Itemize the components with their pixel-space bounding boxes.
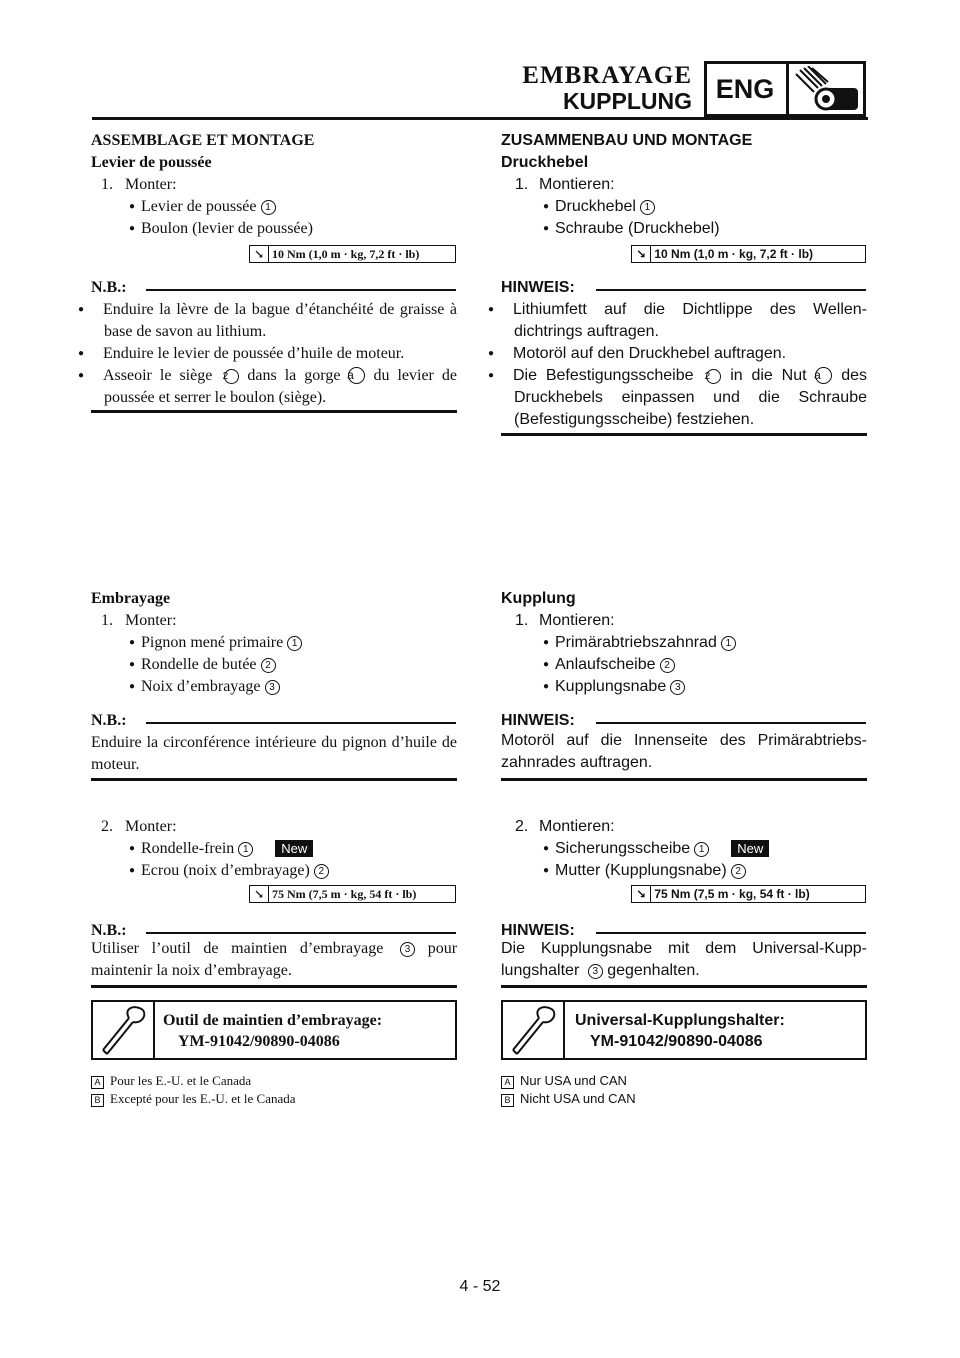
note-text-part: Die Kupplungsnabe mit dem Universal-Kupp-lungshalter <box>501 940 867 979</box>
footnote-text: Nur USA und CAN <box>520 1073 627 1088</box>
step-verb: Montieren: <box>539 818 615 835</box>
bullet-icon: ● <box>129 843 136 854</box>
list-item: Rondelle-frein <box>141 840 235 857</box>
torque-value: 75 Nm (7,5 m · kg, 54 ft · lb) <box>654 887 810 901</box>
note-rule <box>146 932 456 934</box>
list-item: Rondelle de butée <box>141 656 257 673</box>
ref-mark: 2 <box>731 864 746 879</box>
ref-mark: 2 <box>224 369 239 384</box>
list-item: Levier de poussée <box>141 198 257 215</box>
torque-value: 75 Nm (7,5 m · kg, 54 ft · lb) <box>272 887 417 901</box>
footnote-text: Excepté pour les E.-U. et le Canada <box>110 1091 296 1106</box>
column-de <box>501 130 867 240</box>
note-item: Enduire le levier de poussée d’huile de moteur. <box>103 345 405 362</box>
note-body <box>488 299 868 431</box>
bullet-icon: ● <box>543 637 550 648</box>
subheading-clutch: Kupplung <box>501 590 576 607</box>
note-rule <box>596 722 866 724</box>
note-text: Motoröl auf die Innenseite des Primärabtriebs-zahnrades auftragen. <box>501 732 867 771</box>
step-verb: Montieren: <box>539 176 615 193</box>
list-item: Mutter (Kupplungsnabe) <box>555 862 727 879</box>
subheading-clutch: Embrayage <box>91 590 171 607</box>
wrench-icon: ↘ <box>632 246 651 262</box>
bullet-icon: ● <box>129 681 136 692</box>
header-rule <box>92 117 868 120</box>
list-item: Anlaufscheibe <box>555 656 656 673</box>
bullet-icon: ● <box>129 659 136 670</box>
bullet-icon: ● <box>543 843 550 854</box>
note-item: dans la gorge <box>247 367 341 384</box>
note-text-part: pour maintenir la noix d’embrayage. <box>91 940 458 979</box>
ref-mark: 1 <box>238 842 253 857</box>
note-item: Enduire la lèvre de la bague d’étanchéité de graisse à base de savon au lithium. <box>103 301 457 340</box>
ref-mark: 3 <box>588 964 603 979</box>
ref-mark: 2 <box>314 864 329 879</box>
note-item: Motoröl auf den Druckhebel auftragen. <box>513 345 787 362</box>
step-number: 1. <box>101 176 113 193</box>
footnote-text: Pour les E.-U. et le Canada <box>110 1073 252 1088</box>
note-text: Enduire la circonférence intérieure du pignon d’huile de moteur. <box>91 734 457 773</box>
bullet-icon: ● <box>78 348 85 359</box>
torque-spec <box>631 245 866 263</box>
ref-mark: 2 <box>261 658 276 673</box>
ref-mark: 2 <box>660 658 675 673</box>
footnote-mark: A <box>501 1076 514 1089</box>
torque-spec <box>249 245 456 263</box>
wrench-icon: ↘ <box>632 886 651 902</box>
note-text-part: Utiliser l’outil de maintien d’embrayage <box>91 940 384 957</box>
bullet-icon: ● <box>78 370 85 381</box>
bullet-icon: ● <box>543 681 550 692</box>
list-item: Boulon (levier de poussée) <box>141 220 313 237</box>
step-verb: Monter: <box>125 818 177 835</box>
list-item: Pignon mené primaire <box>141 634 284 651</box>
step-verb: Monter: <box>125 612 177 629</box>
ref-mark: 1 <box>287 636 302 651</box>
footnote-a <box>91 1072 251 1090</box>
step-number: 1. <box>515 612 529 629</box>
note-rule <box>146 722 456 724</box>
list-item: Druckhebel <box>555 198 636 215</box>
heading: ASSEMBLAGE ET MONTAGE <box>91 132 315 149</box>
header-title-fr: EMBRAYAGE <box>522 62 692 89</box>
heading: ZUSAMMENBAU UND MONTAGE <box>501 132 753 149</box>
note-label: HINWEIS: <box>501 922 575 939</box>
note-end-rule <box>91 985 457 988</box>
note-label: N.B.: <box>91 922 127 939</box>
list-item: Ecrou (noix d’embrayage) <box>141 862 310 879</box>
bullet-icon: ● <box>543 659 550 670</box>
ref-mark: 1 <box>640 200 655 215</box>
section-step2-fr <box>91 816 457 882</box>
tool-code: YM-91042/90890-04086 <box>590 1033 763 1050</box>
step-verb: Monter: <box>125 176 177 193</box>
note-item: Die Befestigungsscheibe <box>513 367 694 384</box>
special-tool-box <box>91 1000 457 1060</box>
page-number: 4 - 52 <box>459 1278 501 1295</box>
ref-mark-a: a <box>348 367 365 384</box>
engine-icon <box>794 66 862 114</box>
step-number: 2. <box>101 818 113 835</box>
step-number: 1. <box>515 176 529 193</box>
note-text <box>91 938 457 982</box>
note-rule <box>146 289 456 291</box>
ref-mark-a: a <box>815 367 832 384</box>
footnote-b <box>501 1090 636 1108</box>
note-end-rule <box>91 410 457 413</box>
torque-spec <box>249 885 456 903</box>
note-label: N.B.: <box>91 279 127 296</box>
bullet-icon: ● <box>543 201 550 212</box>
bullet-icon: ● <box>488 304 495 315</box>
note-body <box>78 299 458 409</box>
subheading-lever: Levier de poussée <box>91 154 212 171</box>
footnote-mark: A <box>91 1076 104 1089</box>
list-item: Primärabtriebszahnrad <box>555 634 717 651</box>
note-item: du levier de poussée et serrer le boulon (siège). <box>104 367 458 406</box>
note-label: HINWEIS: <box>501 712 575 729</box>
ref-mark: 1 <box>694 842 709 857</box>
bullet-icon: ● <box>488 370 495 381</box>
ref-mark: 1 <box>721 636 736 651</box>
bullet-icon: ● <box>129 223 136 234</box>
note-end-rule <box>501 778 867 781</box>
list-item: Schraube (Druckhebel) <box>555 220 720 237</box>
ref-mark: 2 <box>706 369 721 384</box>
list-item: Noix d’embrayage <box>141 678 261 695</box>
list-item: Kupplungsnabe <box>555 678 667 695</box>
note-label: HINWEIS: <box>501 279 575 296</box>
section-clutch-fr <box>91 588 457 698</box>
bullet-icon: ● <box>129 201 136 212</box>
new-badge: New <box>275 840 313 857</box>
tool-code: YM-91042/90890-04086 <box>178 1033 340 1050</box>
footnote-mark: B <box>501 1094 514 1107</box>
bullet-icon: ● <box>129 865 136 876</box>
section-label: ENG <box>704 61 789 117</box>
new-badge: New <box>731 840 769 857</box>
column-fr <box>91 130 457 240</box>
ref-mark: 3 <box>670 680 685 695</box>
footnote-mark: B <box>91 1094 104 1107</box>
note-item: des Druckhebels einpassen und die Schraube (Befestigungsscheibe) festziehen. <box>514 367 868 428</box>
tool-icon <box>503 1002 565 1058</box>
note-text-part: gegenhalten. <box>607 962 700 979</box>
note-item: Lithiumfett auf die Dichtlippe des Wellen-dichtrings auftragen. <box>513 301 867 340</box>
footnote-text: Nicht USA und CAN <box>520 1091 636 1106</box>
tool-name: Outil de maintien d’embrayage: <box>163 1012 383 1029</box>
note-end-rule <box>501 985 867 988</box>
note-label: N.B.: <box>91 712 127 729</box>
note-end-rule <box>91 778 457 781</box>
step-number: 2. <box>515 818 529 835</box>
footnote-a <box>501 1072 627 1090</box>
footnote-b <box>91 1090 296 1108</box>
bullet-icon: ● <box>129 637 136 648</box>
subheading-lever: Druckhebel <box>501 154 589 171</box>
torque-value: 10 Nm (1,0 m · kg, 7,2 ft · lb) <box>272 247 420 261</box>
step-verb: Montieren: <box>539 612 615 629</box>
note-rule <box>596 289 866 291</box>
bullet-icon: ● <box>78 304 85 315</box>
bullet-icon: ● <box>488 348 495 359</box>
ref-mark: 1 <box>261 200 276 215</box>
note-text <box>501 938 867 982</box>
note-item: in die Nut <box>730 367 807 384</box>
torque-spec <box>631 885 866 903</box>
ref-mark: 3 <box>400 942 415 957</box>
bullet-icon: ● <box>543 865 550 876</box>
tool-icon <box>93 1002 155 1058</box>
step-number: 1. <box>101 612 113 629</box>
note-item: Asseoir le siège <box>103 367 213 384</box>
torque-value: 10 Nm (1,0 m · kg, 7,2 ft · lb) <box>654 247 814 261</box>
note-end-rule <box>501 433 867 436</box>
wrench-icon: ↘ <box>250 246 269 262</box>
list-item: Sicherungsscheibe <box>555 840 691 857</box>
note-rule <box>596 932 866 934</box>
section-step2-de <box>501 816 867 882</box>
special-tool-box <box>501 1000 867 1060</box>
bullet-icon: ● <box>543 223 550 234</box>
section-clutch-de <box>501 588 867 698</box>
header-title-de: KUPPLUNG <box>562 88 692 114</box>
ref-mark: 3 <box>265 680 280 695</box>
tool-name: Universal-Kupplungshalter: <box>575 1012 785 1029</box>
wrench-icon: ↘ <box>250 886 269 902</box>
